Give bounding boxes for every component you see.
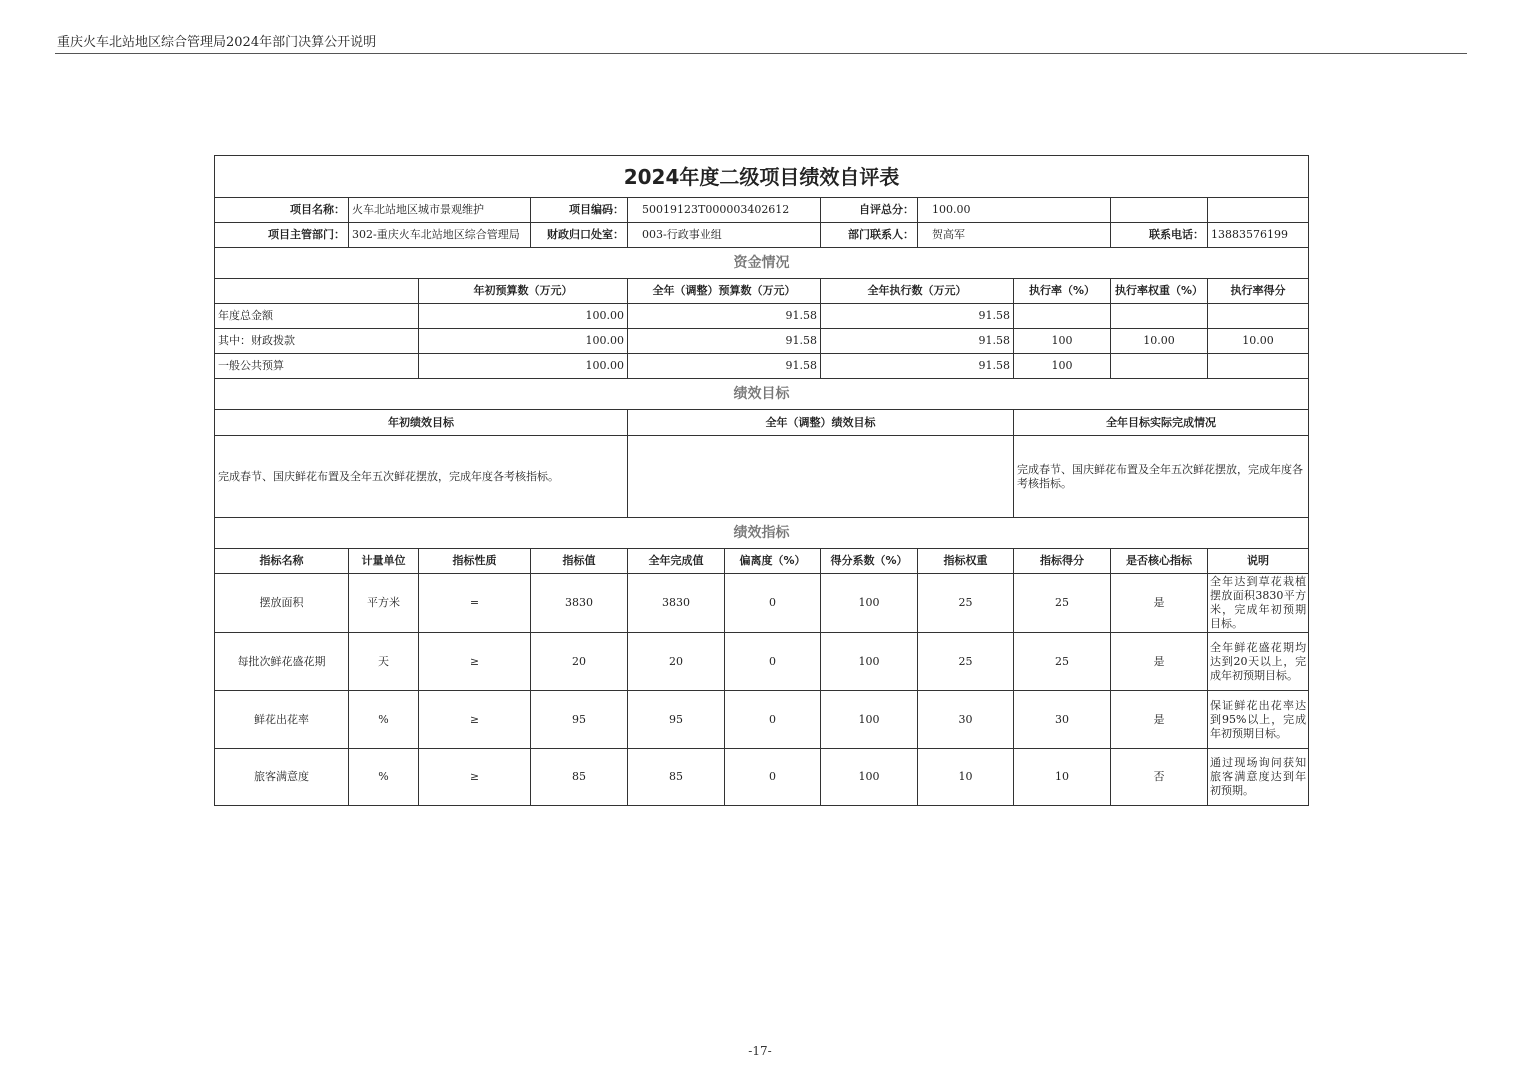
ind-deviation: 0 — [725, 574, 821, 633]
ind-deviation: 0 — [725, 633, 821, 691]
funds-row-score: 10.00 — [1208, 329, 1309, 354]
ind-weight: 25 — [918, 574, 1014, 633]
ind-actual: 85 — [628, 749, 725, 806]
phone-value: 13883576199 — [1208, 223, 1309, 248]
ind-coef: 100 — [821, 633, 918, 691]
ind-nature: ≥ — [419, 633, 531, 691]
dept-label: 项目主管部门： — [215, 223, 349, 248]
goals-content-row — [215, 436, 1309, 518]
ind-header-deviation: 偏离度（%） — [725, 549, 821, 574]
info-row-project — [215, 198, 1309, 223]
ind-score: 25 — [1014, 574, 1111, 633]
funds-row-executed: 91.58 — [821, 354, 1014, 379]
page-header: 重庆火车北站地区综合管理局2024年部门决算公开说明 — [57, 35, 377, 50]
ind-target: 85 — [531, 749, 628, 806]
ind-actual: 95 — [628, 691, 725, 749]
funds-row-name: 一般公共预算 — [215, 354, 419, 379]
ind-coef: 100 — [821, 691, 918, 749]
funds-row-executed: 91.58 — [821, 329, 1014, 354]
info-row-department — [215, 223, 1309, 248]
funds-row-adjusted: 91.58 — [628, 304, 821, 329]
funds-row-initial: 100.00 — [419, 304, 628, 329]
funds-row-initial: 100.00 — [419, 354, 628, 379]
indicator-row — [215, 633, 1309, 691]
project-code-value: 50019123T000003402612 — [628, 198, 821, 223]
ind-header-weight: 指标权重 — [918, 549, 1014, 574]
ind-nature: = — [419, 574, 531, 633]
empty-cell — [1208, 198, 1309, 223]
score-label: 自评总分： — [821, 198, 918, 223]
ind-coef: 100 — [821, 574, 918, 633]
finance-office-value: 003-行政事业组 — [628, 223, 821, 248]
ind-deviation: 0 — [725, 749, 821, 806]
ind-note: 全年达到草花栽植摆放面积3830平方米，完成年初预期目标。 — [1208, 574, 1309, 633]
ind-actual: 20 — [628, 633, 725, 691]
empty-cell — [1111, 198, 1208, 223]
funds-header-row — [215, 279, 1309, 304]
funds-row-score — [1208, 354, 1309, 379]
funds-row-weight — [1111, 304, 1208, 329]
goals-actual-text: 完成春节、国庆鲜花布置及全年五次鲜花摆放，完成年度各考核指标。 — [1014, 436, 1309, 518]
funds-header-initial: 年初预算数（万元） — [419, 279, 628, 304]
ind-unit: % — [349, 749, 419, 806]
ind-header-note: 说明 — [1208, 549, 1309, 574]
ind-unit: % — [349, 691, 419, 749]
finance-office-label: 财政归口处室： — [531, 223, 628, 248]
funds-row-adjusted: 91.58 — [628, 329, 821, 354]
ind-coef: 100 — [821, 749, 918, 806]
goals-section-title: 绩效目标 — [215, 379, 1309, 410]
ind-note: 全年鲜花盛花期均达到20天以上，完成年初预期目标。 — [1208, 633, 1309, 691]
ind-score: 30 — [1014, 691, 1111, 749]
indicator-row — [215, 691, 1309, 749]
empty-cell — [215, 279, 419, 304]
ind-name: 旅客满意度 — [215, 749, 349, 806]
funds-row — [215, 354, 1309, 379]
ind-core: 是 — [1111, 691, 1208, 749]
ind-unit: 天 — [349, 633, 419, 691]
funds-row — [215, 329, 1309, 354]
ind-target: 20 — [531, 633, 628, 691]
funds-header-executed: 全年执行数（万元） — [821, 279, 1014, 304]
ind-name: 每批次鲜花盛花期 — [215, 633, 349, 691]
ind-name: 鲜花出花率 — [215, 691, 349, 749]
ind-core: 是 — [1111, 574, 1208, 633]
goals-header-adjusted: 全年（调整）绩效目标 — [628, 410, 1014, 436]
table-title: 2024年度二级项目绩效自评表 — [215, 156, 1309, 198]
funds-row-rate: 100 — [1014, 354, 1111, 379]
ind-header-core: 是否核心指标 — [1111, 549, 1208, 574]
score-value: 100.00 — [918, 198, 1111, 223]
funds-row-executed: 91.58 — [821, 304, 1014, 329]
ind-header-name: 指标名称 — [215, 549, 349, 574]
ind-unit: 平方米 — [349, 574, 419, 633]
ind-actual: 3830 — [628, 574, 725, 633]
ind-deviation: 0 — [725, 691, 821, 749]
ind-header-nature: 指标性质 — [419, 549, 531, 574]
indicators-section-title: 绩效指标 — [215, 518, 1309, 549]
ind-header-score: 指标得分 — [1014, 549, 1111, 574]
funds-header-weight: 执行率权重（%） — [1111, 279, 1208, 304]
funds-row-rate: 100 — [1014, 329, 1111, 354]
goals-initial-text: 完成春节、国庆鲜花布置及全年五次鲜花摆放，完成年度各考核指标。 — [215, 436, 628, 518]
funds-row-adjusted: 91.58 — [628, 354, 821, 379]
ind-header-target: 指标值 — [531, 549, 628, 574]
ind-weight: 10 — [918, 749, 1014, 806]
ind-score: 10 — [1014, 749, 1111, 806]
funds-row-initial: 100.00 — [419, 329, 628, 354]
funds-row — [215, 304, 1309, 329]
ind-name: 摆放面积 — [215, 574, 349, 633]
funds-row-rate — [1014, 304, 1111, 329]
ind-header-coef: 得分系数（%） — [821, 549, 918, 574]
goals-header-actual: 全年目标实际完成情况 — [1014, 410, 1309, 436]
performance-evaluation-table — [214, 155, 1309, 806]
goals-header-row — [215, 410, 1309, 436]
project-code-label: 项目编码： — [531, 198, 628, 223]
funds-row-score — [1208, 304, 1309, 329]
page-number: -17- — [748, 1044, 772, 1058]
ind-header-unit: 计量单位 — [349, 549, 419, 574]
indicators-header-row — [215, 549, 1309, 574]
ind-header-actual: 全年完成值 — [628, 549, 725, 574]
ind-note: 通过现场询问获知旅客满意度达到年初预期。 — [1208, 749, 1309, 806]
funds-header-score: 执行率得分 — [1208, 279, 1309, 304]
header-divider — [55, 53, 1467, 54]
ind-score: 25 — [1014, 633, 1111, 691]
ind-weight: 30 — [918, 691, 1014, 749]
contact-value: 贺高军 — [918, 223, 1111, 248]
funds-header-rate: 执行率（%） — [1014, 279, 1111, 304]
goals-header-initial: 年初绩效目标 — [215, 410, 628, 436]
indicator-row — [215, 749, 1309, 806]
funds-row-weight — [1111, 354, 1208, 379]
ind-core: 否 — [1111, 749, 1208, 806]
ind-nature: ≥ — [419, 691, 531, 749]
funds-row-weight: 10.00 — [1111, 329, 1208, 354]
ind-nature: ≥ — [419, 749, 531, 806]
contact-label: 部门联系人： — [821, 223, 918, 248]
project-name-value: 火车北站地区城市景观维护 — [349, 198, 531, 223]
dept-value: 302-重庆火车北站地区综合管理局 — [349, 223, 531, 248]
phone-label: 联系电话： — [1111, 223, 1208, 248]
ind-core: 是 — [1111, 633, 1208, 691]
funds-row-name: 年度总金额 — [215, 304, 419, 329]
ind-note: 保证鲜花出花率达到95%以上，完成年初预期目标。 — [1208, 691, 1309, 749]
funds-header-adjusted: 全年（调整）预算数（万元） — [628, 279, 821, 304]
funds-section-title: 资金情况 — [215, 248, 1309, 279]
funds-row-name: 其中：财政拨款 — [215, 329, 419, 354]
ind-target: 95 — [531, 691, 628, 749]
ind-target: 3830 — [531, 574, 628, 633]
ind-weight: 25 — [918, 633, 1014, 691]
indicator-row — [215, 574, 1309, 633]
goals-adjusted-text — [628, 436, 1014, 518]
project-name-label: 项目名称： — [215, 198, 349, 223]
